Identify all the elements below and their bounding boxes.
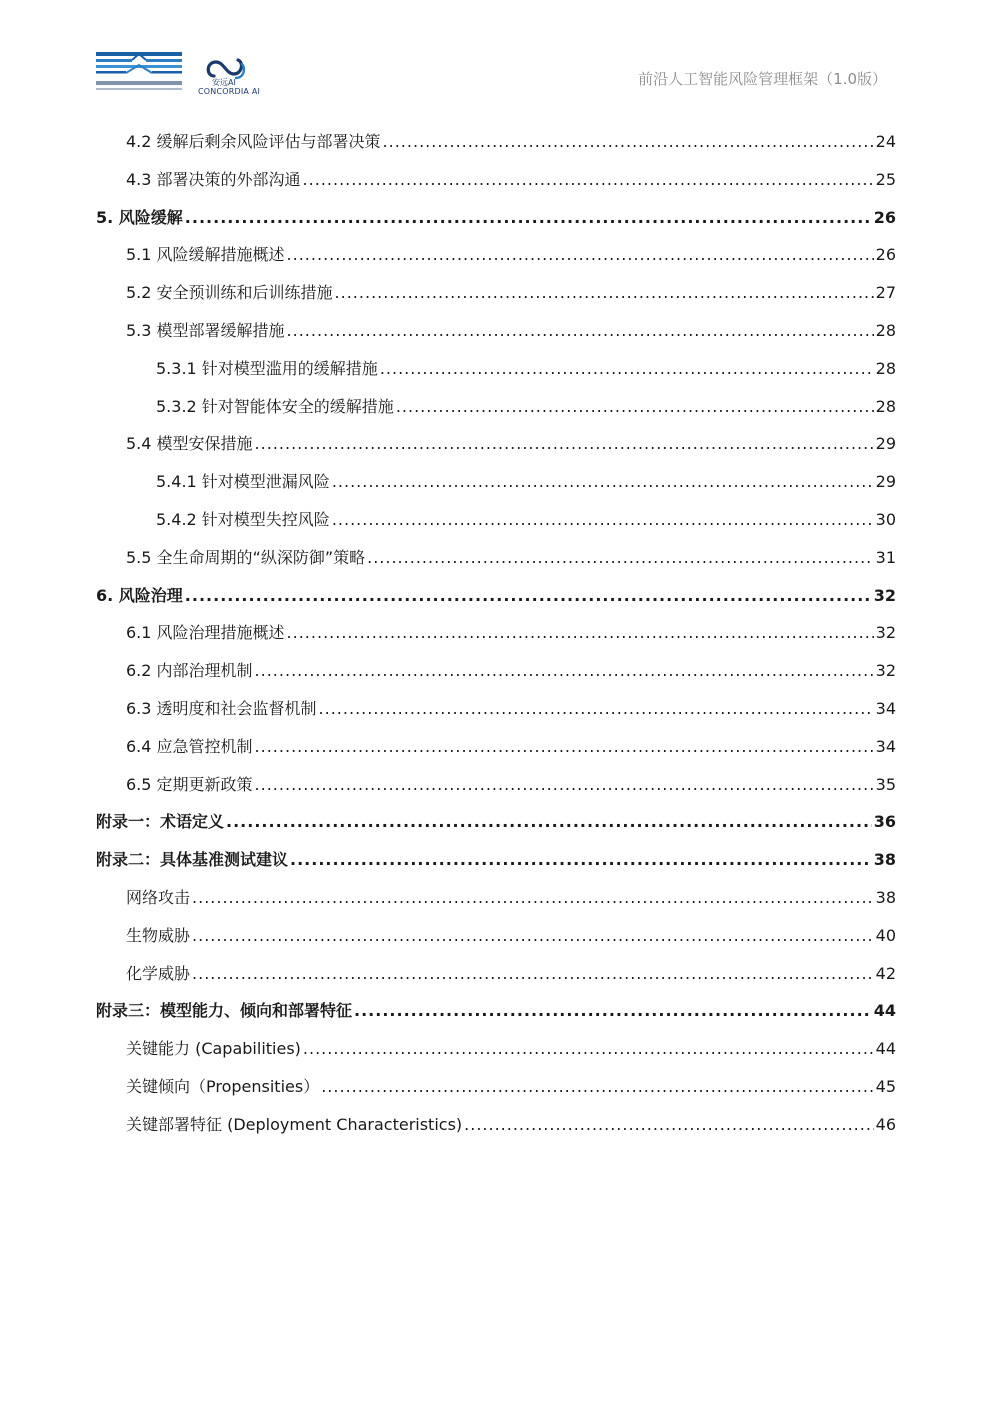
toc-page-number: 38 xyxy=(873,850,896,870)
toc-page-number: 26 xyxy=(873,207,896,227)
toc-entry-label: 5.4.2 针对模型失控风险 xyxy=(156,509,330,529)
toc-page-number: 29 xyxy=(875,434,896,454)
toc-page-number: 46 xyxy=(875,1114,896,1134)
toc-dot-leader xyxy=(287,614,874,652)
toc-page-number: 40 xyxy=(875,925,896,945)
toc-section-entry[interactable] xyxy=(96,1068,896,1106)
toc-dot-leader xyxy=(287,312,874,350)
table-of-contents xyxy=(96,123,896,1144)
toc-dot-leader xyxy=(321,1068,873,1106)
toc-entry-label: 5.4 模型安保措施 xyxy=(126,434,253,454)
toc-entry-label: 5.3.2 针对智能体安全的缓解措施 xyxy=(156,396,394,416)
toc-section-entry[interactable] xyxy=(96,312,896,350)
toc-dot-leader xyxy=(185,577,872,615)
toc-entry-label: 网络攻击 xyxy=(126,887,191,907)
toc-chapter-entry[interactable] xyxy=(96,992,896,1030)
toc-dot-leader xyxy=(287,236,874,274)
toc-page-number: 36 xyxy=(873,812,896,832)
toc-entry-label: 5.3 模型部署缓解措施 xyxy=(126,320,285,340)
toc-dot-leader xyxy=(335,274,874,312)
toc-entry-label: 6.4 应急管控机制 xyxy=(126,736,253,756)
toc-page-number: 30 xyxy=(875,509,896,529)
toc-entry-label: 5.3.1 针对模型滥用的缓解措施 xyxy=(156,358,378,378)
toc-page-number: 35 xyxy=(875,774,896,794)
toc-dot-leader xyxy=(319,690,874,728)
concordia-cn-name: 安远AI xyxy=(212,78,236,87)
toc-dot-leader xyxy=(332,501,874,539)
toc-chapter-entry[interactable] xyxy=(96,803,896,841)
toc-entry-label: 附录二：具体基准测试建议 xyxy=(96,850,289,870)
toc-entry-label: 6.5 定期更新政策 xyxy=(126,774,253,794)
toc-entry-label: 附录一：术语定义 xyxy=(96,812,225,832)
toc-dot-leader xyxy=(192,955,874,993)
toc-dot-leader xyxy=(383,123,874,161)
toc-entry-label: 5.1 风险缓解措施概述 xyxy=(126,245,285,265)
toc-entry-label: 生物威胁 xyxy=(126,925,191,945)
toc-page-number: 24 xyxy=(875,132,896,151)
toc-dot-leader xyxy=(367,539,874,577)
toc-page-number: 31 xyxy=(875,547,896,567)
toc-entry-label: 关键部署特征 (Deployment Characteristics) xyxy=(126,1114,463,1134)
toc-entry-label: 6.3 透明度和社会监督机制 xyxy=(126,698,317,718)
toc-section-entry[interactable] xyxy=(96,161,896,199)
toc-dot-leader xyxy=(226,803,872,841)
toc-page-number: 32 xyxy=(875,661,896,681)
toc-dot-leader xyxy=(396,388,874,426)
toc-chapter-entry[interactable] xyxy=(96,199,896,237)
toc-section-entry[interactable] xyxy=(96,766,896,804)
toc-dot-leader xyxy=(255,425,874,463)
toc-page-number: 32 xyxy=(875,623,896,643)
toc-section-entry[interactable] xyxy=(96,274,896,312)
toc-section-entry[interactable] xyxy=(96,236,896,274)
concordia-en-name: CONCORDIA AI xyxy=(198,87,261,96)
toc-page-number: 34 xyxy=(875,698,896,718)
toc-section-entry[interactable] xyxy=(96,539,896,577)
toc-page-number: 27 xyxy=(875,283,896,303)
document-title: 前沿人工智能风险管理框架（1.0版） xyxy=(638,70,887,88)
toc-dot-leader xyxy=(464,1106,873,1144)
toc-entry-label: 化学威胁 xyxy=(126,963,191,983)
toc-dot-leader xyxy=(255,766,874,804)
toc-chapter-entry[interactable] xyxy=(96,841,896,879)
toc-dot-leader xyxy=(192,917,874,955)
toc-entry-label: 关键能力 (Capabilities) xyxy=(126,1039,301,1059)
toc-entry-label: 4.2 缓解后剩余风险评估与部署决策 xyxy=(126,132,381,151)
toc-entry-label: 5.5 全生命周期的“纵深防御”策略 xyxy=(126,547,366,567)
toc-page-number: 44 xyxy=(873,1001,896,1021)
toc-page-number: 32 xyxy=(873,585,896,605)
toc-page-number: 28 xyxy=(875,396,896,416)
toc-page-number: 28 xyxy=(875,358,896,378)
toc-page-number: 38 xyxy=(875,887,896,907)
toc-page-number: 45 xyxy=(875,1076,896,1096)
toc-page-number: 25 xyxy=(875,169,896,189)
toc-page-number: 44 xyxy=(875,1039,896,1059)
toc-dot-leader xyxy=(255,652,874,690)
toc-section-entry[interactable] xyxy=(96,728,896,766)
toc-entry-label: 关键倾向（Propensities） xyxy=(126,1076,320,1096)
shanghai-ai-lab-logo xyxy=(96,50,182,96)
toc-dot-leader xyxy=(303,161,874,199)
toc-dot-leader xyxy=(185,199,872,237)
toc-entry-label: 6.1 风险治理措施概述 xyxy=(126,623,285,643)
toc-section-entry[interactable] xyxy=(96,652,896,690)
toc-section-entry[interactable] xyxy=(96,350,896,388)
toc-dot-leader xyxy=(332,463,874,501)
toc-entry-label: 附录三：模型能力、倾向和部署特征 xyxy=(96,1001,353,1021)
toc-section-entry[interactable] xyxy=(96,879,896,917)
toc-entry-label: 4.3 部署决策的外部沟通 xyxy=(126,169,301,189)
toc-dot-leader xyxy=(192,879,874,917)
toc-section-entry[interactable] xyxy=(96,425,896,463)
toc-page-number: 29 xyxy=(875,472,896,492)
toc-dot-leader xyxy=(290,841,872,879)
toc-section-entry[interactable] xyxy=(96,690,896,728)
toc-section-entry[interactable] xyxy=(96,1030,896,1068)
toc-dot-leader xyxy=(380,350,874,388)
toc-section-entry[interactable] xyxy=(96,955,896,993)
toc-page-number: 42 xyxy=(875,963,896,983)
toc-entry-label: 5.2 安全预训练和后训练措施 xyxy=(126,283,333,303)
toc-page-number: 26 xyxy=(875,245,896,265)
toc-section-entry[interactable] xyxy=(96,501,896,539)
toc-dot-leader xyxy=(303,1030,874,1068)
toc-section-entry[interactable] xyxy=(96,123,896,161)
toc-section-entry[interactable] xyxy=(96,388,896,426)
toc-page-number: 28 xyxy=(875,320,896,340)
toc-chapter-entry[interactable] xyxy=(96,577,896,615)
toc-section-entry[interactable] xyxy=(96,463,896,501)
toc-entry-label: 5. 风险缓解 xyxy=(96,207,183,227)
toc-page-number: 34 xyxy=(875,736,896,756)
toc-dot-leader xyxy=(354,992,872,1030)
toc-section-entry[interactable] xyxy=(96,917,896,955)
toc-section-entry[interactable] xyxy=(96,1106,896,1144)
toc-dot-leader xyxy=(255,728,874,766)
toc-entry-label: 6. 风险治理 xyxy=(96,585,183,605)
page-header xyxy=(0,0,993,110)
toc-entry-label: 5.4.1 针对模型泄漏风险 xyxy=(156,472,330,492)
toc-entry-label: 6.2 内部治理机制 xyxy=(126,661,253,681)
toc-section-entry[interactable] xyxy=(96,614,896,652)
